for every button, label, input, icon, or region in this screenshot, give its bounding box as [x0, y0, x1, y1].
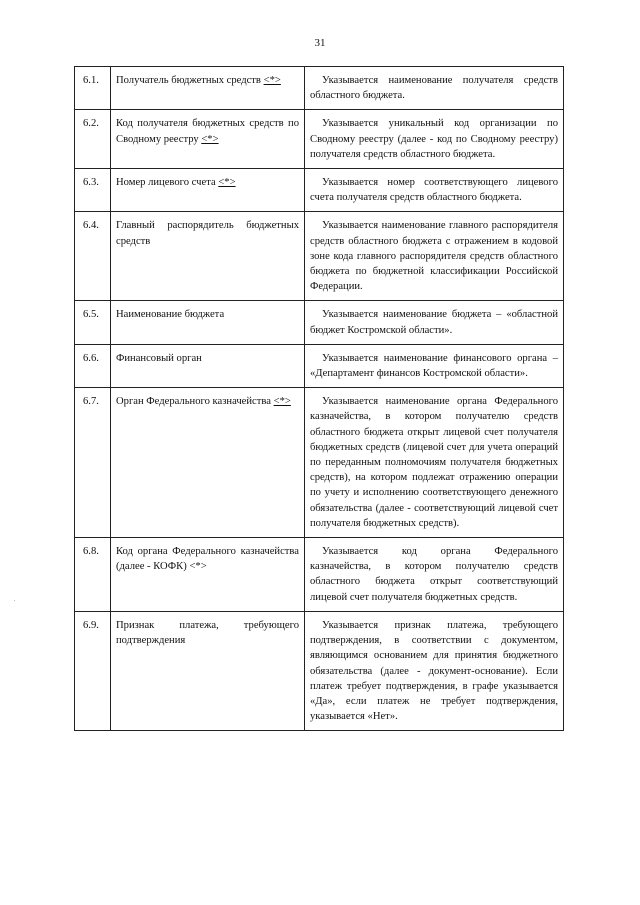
table-row — [75, 67, 564, 110]
field-description — [305, 110, 564, 169]
field-label: Номер лицевого счета — [116, 177, 216, 189]
description-text: Указывается уникальный код организации по Сводному реестру (далее - код по Сводному реестру) получателя средств областного бюджета. — [310, 118, 558, 160]
field-description — [305, 301, 564, 344]
field-label: Главный распорядитель бюджетных средств — [116, 220, 299, 247]
field-label: Код получателя бюджетных средств по Сводному реестру — [116, 118, 299, 145]
row-number: 6.9. — [75, 611, 111, 730]
description-text: Указывается номер соответствующего лицевого счета получателя средств областного бюджета. — [310, 177, 558, 204]
field-name — [111, 212, 305, 301]
row-number: 6.1. — [75, 67, 111, 110]
description-text: Указывается наименование органа Федерального казначейства, в котором получателю средств областного бюджета открыт лицевой счет получателя бюджетных средств (лицевой счет для учета операций по переданным полномочиям получателя бюджетных средств), на котором подлежат отражению операции по учету и исполнению соответствующего денежного обязательства (далее - соответствующий лицевой счет получателя бюджетных средств). — [310, 396, 558, 529]
row-number: 6.5. — [75, 301, 111, 344]
table-row — [75, 611, 564, 730]
table-row — [75, 301, 564, 344]
description-text: Указывается код органа Федерального казначейства, в котором получателю средств областного бюджета открыт соответствующий лицевой счет получателя бюджетных средств. — [310, 546, 558, 603]
field-description — [305, 67, 564, 110]
row-number: 6.6. — [75, 344, 111, 387]
field-label: Наименование бюджета — [116, 309, 225, 321]
row-number: 6.8. — [75, 538, 111, 612]
row-number: 6.3. — [75, 169, 111, 212]
table-body — [75, 67, 564, 731]
description-text: Указывается наименование бюджета – «областной бюджет Костромской области». — [310, 309, 558, 336]
description-text: Указывается наименование главного распорядителя средств областного бюджета с отражением в кодовой зоне кода главного распорядителя средств областного бюджета по бюджетной классификации Российской Федерации. — [310, 220, 558, 293]
field-name — [111, 388, 305, 538]
field-description — [305, 538, 564, 612]
field-label: Получатель бюджетных средств — [116, 75, 261, 86]
field-description — [305, 611, 564, 730]
field-name — [111, 538, 305, 612]
field-name — [111, 301, 305, 344]
row-number: 6.4. — [75, 212, 111, 301]
table-row — [75, 538, 564, 612]
table-row — [75, 388, 564, 538]
field-description — [305, 212, 564, 301]
footnote-ref: <*> — [189, 561, 207, 573]
instructions-table — [74, 66, 564, 731]
description-text: Указывается наименование получателя средств областного бюджета. — [310, 75, 558, 102]
description-text: Указывается наименование финансового органа – «Департамент финансов Костромской области». — [310, 352, 558, 380]
footnote-ref[interactable]: <*> — [263, 75, 281, 86]
row-number: 6.2. — [75, 110, 111, 169]
field-description — [305, 344, 564, 387]
table-row — [75, 169, 564, 212]
field-description — [305, 388, 564, 538]
footnote-ref[interactable]: <*> — [218, 177, 236, 189]
page-number: 31 — [314, 37, 326, 49]
table-row — [75, 344, 564, 387]
field-name — [111, 344, 305, 387]
field-label: Признак платежа, требующего подтверждения — [116, 619, 299, 647]
table-row — [75, 110, 564, 169]
description-text: Указывается признак платежа, требующего подтверждения, в соответствии с документом, являющимся основанием для принятия бюджетного обязательства (далее - документ-основание). Если платеж требует подтверждения, в графе указывается «Да», если платеж не требует подтверждения, указывается «Нет». — [310, 619, 558, 723]
field-name — [111, 110, 305, 169]
footnote-ref[interactable]: <*> — [273, 396, 291, 408]
field-label: Код органа Федерального казначейства (далее - КОФК) — [116, 546, 299, 573]
footnote-ref[interactable]: <*> — [201, 133, 219, 145]
field-label: Финансовый орган — [116, 352, 202, 364]
field-description — [305, 169, 564, 212]
field-name — [111, 169, 305, 212]
field-name — [111, 67, 305, 110]
field-name — [111, 611, 305, 730]
field-label: Орган Федерального казначейства — [116, 396, 271, 408]
scan-mark — [14, 600, 15, 601]
row-number: 6.7. — [75, 388, 111, 538]
table-row — [75, 212, 564, 301]
